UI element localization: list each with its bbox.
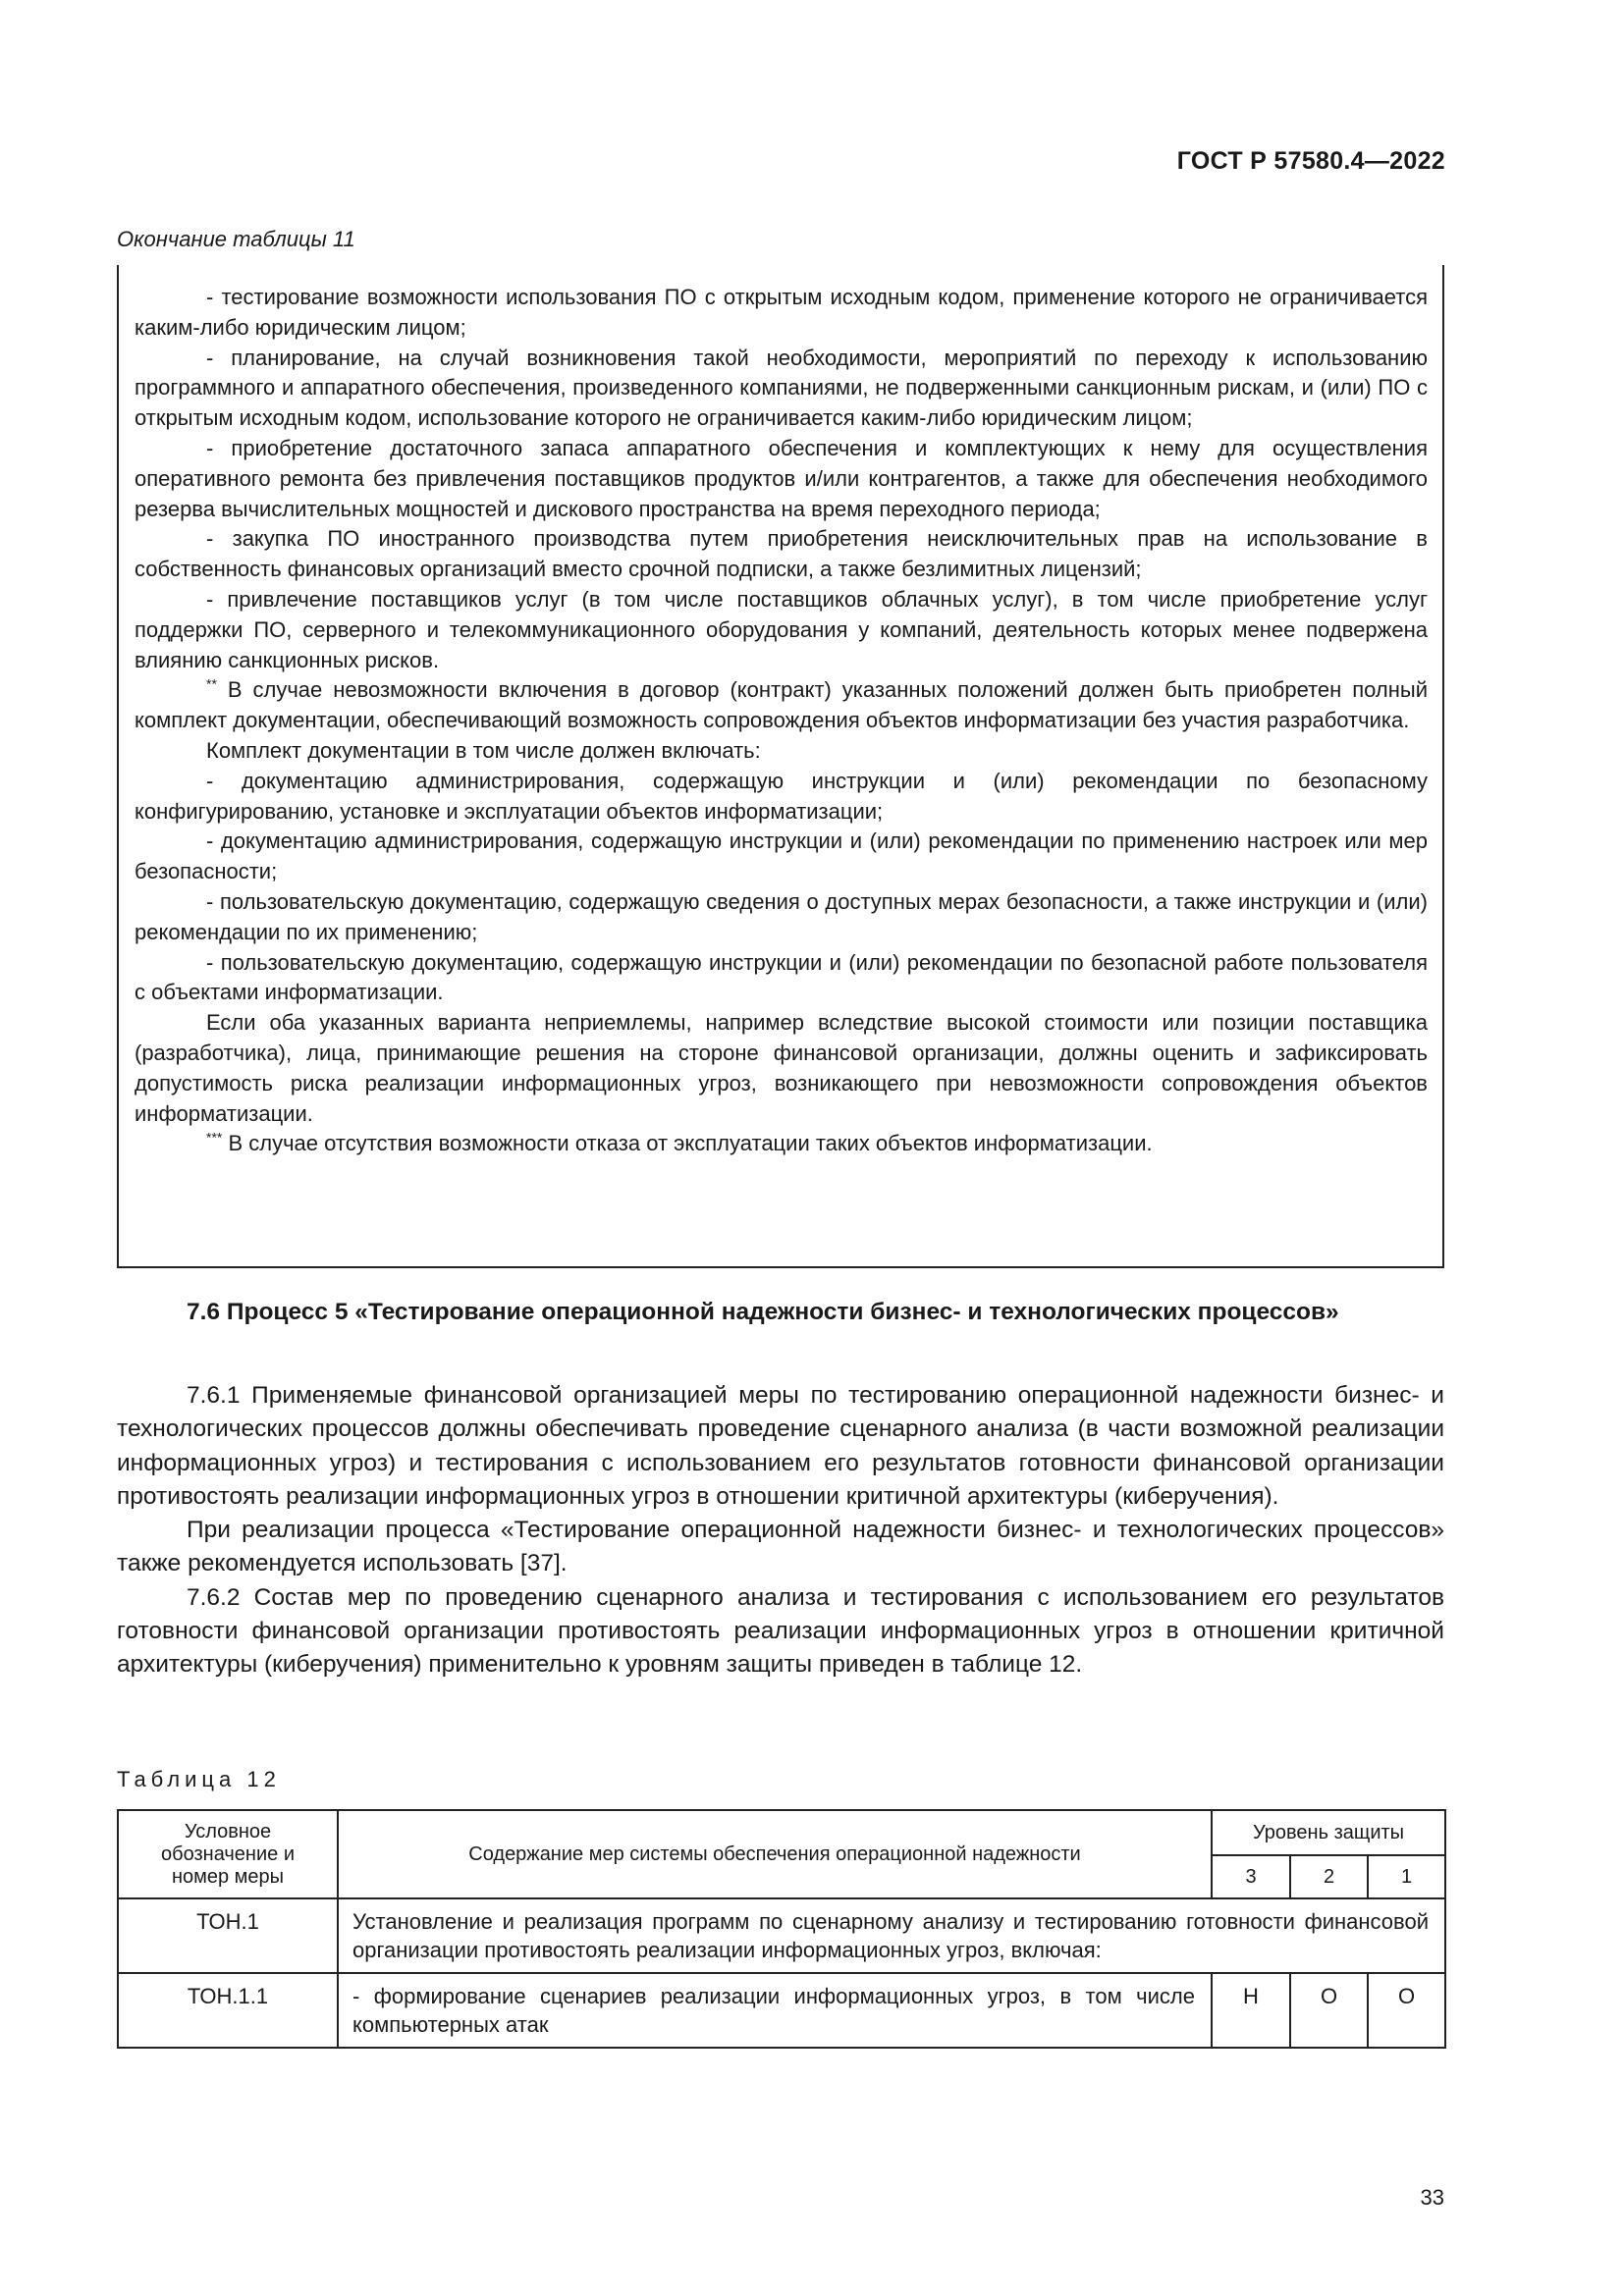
paragraph: - пользовательскую документацию, содержащую сведения о доступных мерах безопасности, а также инструкции и (или) рекомендации по их применению;: [135, 888, 1428, 944]
paragraph: Если оба указанных варианта неприемлемы, например вследствие высокой стоимости или позиции поставщика (разработчика), лица, принимающие решения на стороне финансовой организации, должны оценить и зафиксировать допустимость риска реализации информационных угроз, возникающего при невозможности сопровождения объектов информатизации.: [135, 1010, 1428, 1126]
level-3-value: Н: [1212, 1973, 1290, 2048]
header-code: Условное обозначение и номер меры: [118, 1810, 338, 1898]
paragraph: - планирование, на случай возникновения такой необходимости, мероприятий по переходу к использованию программного и аппаратного обеспечения, произведенного компаниями, не подверженными санкционным рискам, и (или) ПО с открытым исходным кодом, использование которого не ограничивается каким-либо юридическим лицом;: [135, 345, 1428, 431]
paragraph: - тестирование возможности использования ПО с открытым исходным кодом, применение которого не ограничивается каким-либо юридическим лицом;: [135, 285, 1428, 340]
paragraph: - документацию администрирования, содержащую инструкции и (или) рекомендации по применению настроек или мер безопасности;: [135, 828, 1428, 884]
table-row: [118, 1973, 1445, 2048]
measure-code: ТОН.1: [118, 1898, 338, 1973]
table-row: [118, 1898, 1445, 1973]
footnote-text: В случае невозможности включения в договор (контракт) указанных положений должен быть приобретен полный комплект документации, обеспечивающий возможность сопровождения объектов информатизации без участия разработчика.: [135, 677, 1428, 733]
page-number: 33: [1420, 2185, 1444, 2210]
header-level-1: 1: [1368, 1855, 1445, 1898]
measure-text: - формирование сценариев реализации информационных угроз, в том числе компьютерных атак: [338, 1973, 1212, 2048]
paragraph: - закупка ПО иностранного производства путем приобретения неисключительных прав на использование в собственность финансовых организаций вместо срочной подписки, а также безлимитных лицензий;: [135, 526, 1428, 582]
table-continuation-label: Окончание таблицы 11: [117, 227, 355, 251]
measure-code: ТОН.1.1: [118, 1973, 338, 2048]
header-level: Уровень защиты: [1212, 1810, 1445, 1855]
footnote-text: В случае отсутствия возможности отказа от эксплуатации таких объектов информатизации.: [222, 1131, 1153, 1156]
footnote-paragraph: [135, 675, 1428, 736]
level-1-value: О: [1368, 1973, 1445, 2048]
table-12: [117, 1809, 1444, 2049]
footnote-paragraph: [135, 1129, 1428, 1159]
table-11-continuation-text: [119, 283, 1442, 1159]
paragraph: Комплект документации в том числе должен включать:: [206, 737, 761, 763]
footnote-mark: ***: [206, 1129, 223, 1146]
paragraph: - документацию администрирования, содержащую инструкции и (или) рекомендации по безопасному конфигурированию, установке и эксплуатации объектов информатизации;: [135, 768, 1428, 824]
level-2-value: О: [1290, 1973, 1368, 2048]
table-caption: Таблица 12: [117, 1767, 281, 1791]
measure-text: Установление и реализация программ по сценарному анализу и тестированию готовности финансовой организации противостоять реализации информационных угроз, включая:: [338, 1898, 1445, 1973]
paragraph: - приобретение достаточного запаса аппаратного обеспечения и комплектующих к нему для осуществления оперативного ремонта без привлечения поставщиков продуктов и/или контрагентов, а также для обеспечения необходимого резерва вычислительных мощностей и дискового пространства на время переходного периода;: [135, 435, 1428, 521]
paragraph: - привлечение поставщиков услуг (в том числе поставщиков облачных услуг), в том числе приобретение услуг поддержки ПО, серверного и телекоммуникационного оборудования у компаний, деятельность которых менее подвержена влиянию санкционных рисков.: [135, 586, 1428, 672]
paragraph: 7.6.1 Применяемые финансовой организацией меры по тестированию операционной надежности бизнес- и технологических процессов должны обеспечивать проведение сценарного анализа (в части возможной реализации информационных угроз) и тестирования с использованием его результатов готовности финансовой организации противостоять реализации информационных угроз в отношении критичной архитектуры (киберучения).: [117, 1382, 1444, 1510]
section-heading: 7.6 Процесс 5 «Тестирование операционной надежности бизнес- и технологических процессов»: [187, 1299, 1339, 1325]
paragraph: - пользовательскую документацию, содержащую инструкции и (или) рекомендации по безопасной работе пользователя с объектами информатизации.: [135, 949, 1428, 1005]
footnote-mark: **: [206, 676, 217, 693]
paragraph: При реализации процесса «Тестирование операционной надежности бизнес- и технологических процессов» также рекомендуется использовать [37].: [117, 1517, 1444, 1577]
paragraph: 7.6.2 Состав мер по проведению сценарного анализа и тестирования с использованием его результатов готовности финансовой организации противостоять реализации информационных угроз в отношении критичной архитектуры (киберучения) применительно к уровням защиты приведен в таблице 12.: [117, 1583, 1444, 1679]
header-level-3: 3: [1212, 1855, 1290, 1898]
section-body: [117, 1379, 1444, 1682]
header-content: Содержание мер системы обеспечения операционной надежности: [338, 1810, 1212, 1898]
table-11-continuation-box: [117, 265, 1444, 1268]
header-level-2: 2: [1290, 1855, 1368, 1898]
document-header-title: ГОСТ Р 57580.4—2022: [1176, 147, 1445, 175]
